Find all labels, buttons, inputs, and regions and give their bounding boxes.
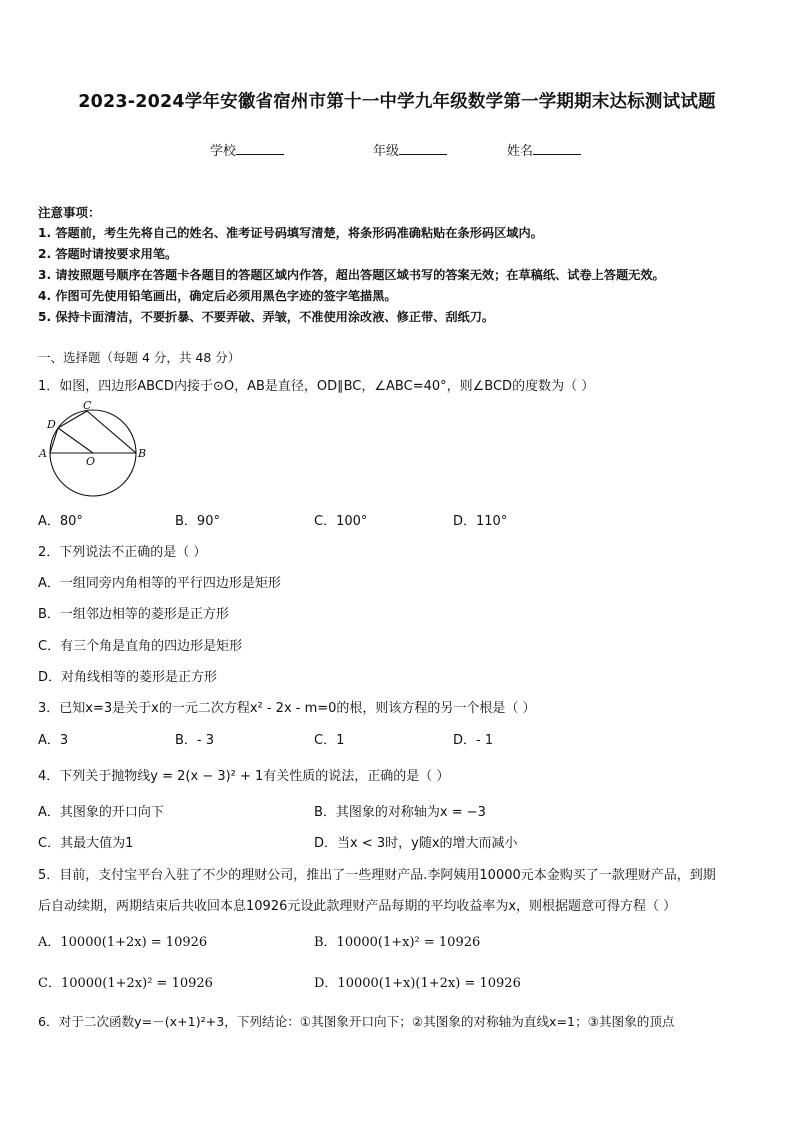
q4-option-b: B．其图象的对称轴为x = −3 [314,805,486,820]
grade-blank [399,142,447,155]
q5-option-c: C．10000(1+2x)² = 10926 [38,976,213,991]
chord-cd [58,411,87,428]
grade-field [373,140,447,159]
section-heading: 一、选择题（每题 4 分，共 48 分） [38,350,241,365]
q2-option-a: A．一组同旁内角相等的平行四边形是矩形 [38,576,281,591]
label-o: O [86,455,96,468]
q3-option-b: B．- 3 [175,733,215,748]
question-6-stem: 6．对于二次函数y=－(x+1)²+3，下列结论：①其图象开口向下；②其图象的对称轴为直线x=1；③其图象的顶点 [38,1014,675,1029]
note-item: 1. 答题前，考生先将自己的姓名、准考证号码填写清楚，将条形码准确粘贴在条形码区域内。 [38,226,543,240]
school-field [210,140,284,159]
chord-da [50,428,58,453]
question-4-stem: 4．下列关于抛物线y = 2(x − 3)² + 1有关性质的说法，正确的是（ ） [38,769,450,784]
q3-option-d: D．- 1 [453,733,494,748]
question-5-stem-line2: 后自动续期，两期结束后共收回本息10926元设此款理财产品每期的平均收益率为x，则根据题意可得方程（ ） [38,899,677,914]
question-3-stem: 3．已知x=3是关于x的一元二次方程x² - 2x - m=0的根，则该方程的另一个根是（ ） [38,701,536,716]
note-item: 5. 保持卡面清洁，不要折暴、不要弄破、弄皱，不准使用涂改液、修正带、刮纸刀。 [38,310,495,324]
q2-option-d: D．对角线相等的菱形是正方形 [38,670,218,685]
question-5-stem-line1: 5．目前，支付宝平台入驻了不少的理财公司，推出了一些理财产品.李阿姨用10000元本金购买了一款理财产品，到期 [38,868,716,883]
segment-od [58,428,93,453]
q1-option-d: D．110° [453,514,508,529]
q2-option-b: B．一组邻边相等的菱形是正方形 [38,607,229,622]
label-d: D [47,418,56,431]
note-item: 3. 请按照题号顺序在答题卡各题目的答题区域内作答，超出答题区域书写的答案无效；在草稿纸、试卷上答题无效。 [38,268,665,282]
note-item: 2. 答题时请按要求用笔。 [38,247,178,261]
q5-option-a: A．10000(1+2x) = 10926 [38,935,208,950]
q3-option-a: A．3 [38,733,69,748]
q5-option-b: B．10000(1+x)² = 10926 [314,935,481,950]
question-2-stem: 2．下列说法不正确的是（ ） [38,545,207,560]
name-field [507,140,581,159]
question-1-stem: 1．如图，四边形ABCD内接于⊙O，AB是直径，OD∥BC，∠ABC=40°，则∠BCD的度数为（ ） [38,379,595,394]
q1-option-a: A．80° [38,514,83,529]
q4-option-d: D．当x < 3时，y随x的增大而减小 [314,836,518,851]
question-1-figure [34,398,150,498]
school-blank [236,142,284,155]
q3-option-c: C．1 [314,733,345,748]
label-c: C [83,399,92,412]
q2-option-c: C．有三个角是直角的四边形是矩形 [38,639,243,654]
chord-bc [87,411,136,453]
notes-title: 注意事项： [38,205,101,220]
page-title: 2023-2024学年安徽省宿州市第十一中学九年级数学第一学期期末达标测试试题 [78,92,716,112]
q1-option-b: B．90° [175,514,220,529]
q5-option-d: D．10000(1+x)(1+2x) = 10926 [314,976,521,991]
grade-label: 年级 [373,144,400,159]
q4-option-c: C．其最大值为1 [38,836,134,851]
q4-option-a: A．其图象的开口向下 [38,805,164,820]
note-item: 4. 作图可先使用铅笔画出，确定后必须用黑色字迹的签字笔描黑。 [38,289,397,303]
label-b: B [138,447,147,460]
school-label: 学校 [210,144,237,159]
q1-option-c: C．100° [314,514,368,529]
name-label: 姓名 [507,144,534,159]
name-blank [533,142,581,155]
label-a: A [39,447,47,460]
